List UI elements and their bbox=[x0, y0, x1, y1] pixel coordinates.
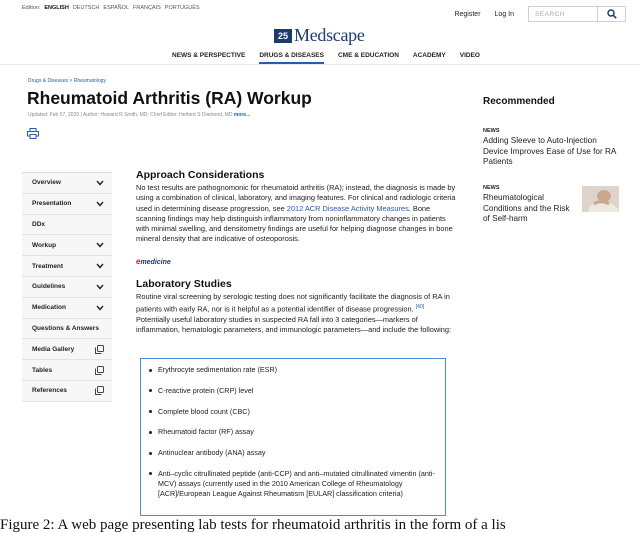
chevron-down-icon bbox=[96, 201, 104, 207]
sidebar-item-tables[interactable] bbox=[22, 360, 112, 381]
breadcrumb-drugs[interactable]: Drugs & Diseases bbox=[28, 78, 69, 84]
main-nav bbox=[172, 52, 494, 64]
article-meta bbox=[28, 112, 250, 118]
sidebar-item-label: Guidelines bbox=[32, 283, 66, 291]
sidebar-item-label: DDx bbox=[32, 220, 46, 228]
acr-measures-link[interactable]: 2012 ACR Disease Activity Measures bbox=[286, 203, 409, 213]
chevron-down-icon bbox=[96, 263, 104, 269]
copy-icon bbox=[95, 345, 104, 354]
list-item: Antinuclear antibody (ANA) assay bbox=[149, 448, 437, 458]
sidebar-item-label: References bbox=[32, 387, 68, 395]
section-heading-approach: Approach Considerations bbox=[136, 169, 265, 181]
sidebar-item-label: Overview bbox=[32, 179, 61, 187]
sidebar-item-label: Questions & Answers bbox=[32, 324, 99, 332]
sidebar-item-workup[interactable] bbox=[22, 235, 112, 256]
nav-cme[interactable]: CME & EDUCATION bbox=[337, 52, 399, 59]
sidebar-item-label: Media Gallery bbox=[32, 345, 75, 353]
sidebar-item-label: Presentation bbox=[32, 200, 72, 208]
nav-divider bbox=[0, 64, 640, 65]
sidebar-item-label: Medication bbox=[32, 304, 66, 312]
login-link[interactable]: Log In bbox=[494, 10, 514, 18]
sidebar-item-presentation[interactable] bbox=[22, 194, 112, 215]
sidebar-item-label: Workup bbox=[32, 241, 57, 249]
breadcrumb-sep: > bbox=[69, 78, 73, 84]
search-icon bbox=[607, 9, 617, 19]
nav-news[interactable]: NEWS & PERSPECTIVE bbox=[172, 52, 246, 59]
search-button[interactable] bbox=[598, 6, 626, 22]
sidebar-item-medication[interactable] bbox=[22, 298, 112, 319]
account-bar bbox=[454, 6, 626, 22]
edition-espanol[interactable]: ESPAÑOL bbox=[103, 5, 129, 11]
approach-text-a: No test results are pathognomonic for rheumatoid arthritis (RA); instead, the diagnosis is made by using a combination of clinical, laboratory, and imaging features. For clinical and radiologic criteria used in determining disease progression, see bbox=[136, 183, 456, 213]
reference-link[interactable]: [40] bbox=[415, 304, 425, 311]
recommended-headline[interactable]: Adding Sleeve to Auto-Injection Device Improves Ease of Use for RA Patients bbox=[483, 136, 616, 166]
recommended-item[interactable] bbox=[483, 128, 623, 168]
recommended-thumbnail[interactable] bbox=[582, 186, 619, 212]
chevron-down-icon bbox=[96, 284, 104, 290]
chevron-down-icon bbox=[96, 305, 104, 311]
medscape-logo[interactable] bbox=[274, 25, 365, 46]
emedicine-logo[interactable] bbox=[136, 257, 458, 266]
list-item: Erythrocyte sedimentation rate (ESR) bbox=[149, 365, 437, 375]
recommended-headline[interactable]: Rheumatological Conditions and the Risk of Self-harm bbox=[483, 193, 570, 223]
edition-label: Edition: bbox=[22, 5, 41, 11]
edition-english[interactable]: ENGLISH bbox=[44, 5, 69, 11]
register-link[interactable]: Register bbox=[454, 10, 481, 18]
sidebar-item-label: Tables bbox=[32, 366, 53, 374]
list-item: Rheumatoid factor (RF) assay bbox=[149, 427, 437, 437]
sidebar-item-overview[interactable] bbox=[22, 173, 112, 194]
print-button[interactable] bbox=[27, 126, 39, 144]
section-sidebar bbox=[22, 172, 112, 402]
edition-portugues[interactable]: PORTUGUÊS bbox=[164, 5, 200, 11]
news-label: NEWS bbox=[483, 128, 500, 134]
section-heading-lab: Laboratory Studies bbox=[136, 277, 232, 290]
sidebar-item-questions[interactable] bbox=[22, 319, 112, 340]
sidebar-item-label: Treatment bbox=[32, 262, 64, 270]
meta-text: Updated: Feb 07, 2020 | Author: Howard R Smith, MD; Chief Editor: Herbert S Diamond, MD bbox=[28, 112, 233, 118]
figure-caption: Figure 2: A web page presenting lab tests for rheumatoid arthritis in the form of a lis bbox=[0, 518, 506, 533]
news-label: NEWS bbox=[483, 185, 500, 191]
lab-text-b: Potentially useful laboratory studies in suspected RA fall into 3 categories—markers of inflammation, hematologic parameters, and immunologic parameters—and include the following: bbox=[136, 314, 452, 335]
page-title: Rheumatoid Arthritis (RA) Workup bbox=[27, 88, 312, 108]
nav-drugs-diseases[interactable]: DRUGS & DISEASES bbox=[259, 52, 324, 64]
copy-icon bbox=[95, 366, 104, 375]
edition-francais[interactable]: FRANÇAIS bbox=[132, 5, 161, 11]
search-input[interactable]: SEARCH bbox=[528, 6, 598, 22]
copy-icon bbox=[95, 386, 104, 395]
approach-paragraph bbox=[136, 183, 458, 245]
article-body bbox=[136, 169, 458, 335]
logo-wordmark: Medscape bbox=[294, 25, 365, 45]
emedicine-e: e bbox=[136, 256, 141, 266]
nav-video[interactable]: VIDEO bbox=[459, 52, 480, 59]
sidebar-item-treatment[interactable] bbox=[22, 256, 112, 277]
print-icon bbox=[27, 128, 39, 139]
edition-selector bbox=[22, 5, 200, 11]
emedicine-word: medicine bbox=[140, 258, 171, 266]
list-item: Complete blood count (CBC) bbox=[149, 407, 437, 417]
sidebar-item-media-gallery[interactable] bbox=[22, 339, 112, 360]
lab-paragraph bbox=[136, 292, 458, 336]
breadcrumb-rheumatology[interactable]: Rheumatology bbox=[73, 78, 106, 84]
logo-badge: 25 bbox=[274, 29, 292, 43]
nav-academy[interactable]: ACADEMY bbox=[412, 52, 446, 59]
recommended-heading: Recommended bbox=[483, 96, 555, 107]
breadcrumb bbox=[28, 78, 106, 84]
recommended-item[interactable] bbox=[483, 185, 575, 225]
lab-tests-list bbox=[140, 358, 446, 516]
chevron-down-icon bbox=[96, 242, 104, 248]
sidebar-item-guidelines[interactable] bbox=[22, 277, 112, 298]
approach-text-b: . Bone scanning findings may help distinguish inflammatory from noninflammatory changes in patients with minimal swelling, and densitometry findings are useful for helping diagnose changes in bone mineral density that are indicative of osteoporosis. bbox=[136, 203, 453, 244]
list-item: C-reactive protein (CRP) level bbox=[149, 386, 437, 396]
sidebar-item-ddx[interactable] bbox=[22, 215, 112, 236]
list-item: Anti–cyclic citrullinated peptide (anti-CCP) and anti–mutated citrullinated vimentin (anti-MCV) assays (currently used in the 2010 American College of Rheumatology [ACR]/European League Against Rheumatism [EULAR] classification criteria) bbox=[149, 469, 437, 498]
meta-more-link[interactable]: more... bbox=[233, 112, 251, 118]
sidebar-item-references[interactable] bbox=[22, 381, 112, 402]
lab-text-a: Routine viral screening by serologic testing does not significantly facilitate the diagnosis of RA in patients with early RA, nor is it helpful as a potential identifier of disease progression. bbox=[136, 291, 450, 314]
edition-deutsch[interactable]: DEUTSCH bbox=[72, 5, 100, 11]
chevron-down-icon bbox=[96, 180, 104, 186]
